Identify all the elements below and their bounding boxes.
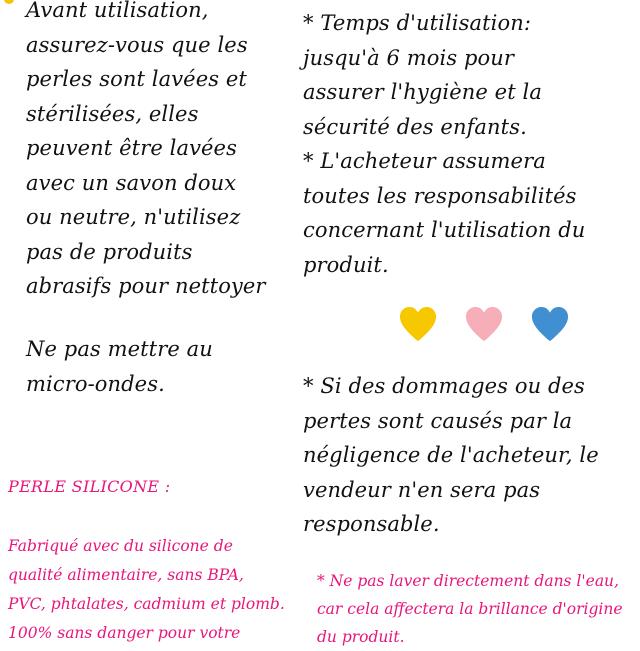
heart-shape [466, 307, 502, 341]
usage-paragraph [303, 6, 585, 282]
usage-line: produit. [303, 252, 389, 277]
intro-line: Avant utilisation, [26, 0, 209, 22]
silicone-paragraph [8, 532, 285, 648]
damage-line: négligence de l'acheteur, le [303, 443, 599, 467]
usage-line: concernant l'utilisation du [303, 218, 586, 242]
heart-shape [400, 307, 436, 341]
intro-line: stérilisées, elles [26, 101, 199, 126]
note-line: car cela affectera la brillance d'origine [317, 600, 623, 618]
silicone-line: 100% sans danger pour votre [8, 624, 241, 642]
intro-line: ou neutre, n'utilisez [26, 205, 241, 229]
heart-icon [399, 306, 437, 344]
hearts-row [399, 306, 579, 350]
washing-note [317, 567, 623, 651]
damage-paragraph [303, 369, 599, 542]
intro-line: abrasifs pour nettoyer [26, 274, 266, 298]
usage-line: toutes les responsabilités [303, 183, 577, 208]
heart-icon [465, 306, 503, 344]
intro-line: perles sont lavées et [26, 67, 247, 91]
silicone-line: Fabriqué avec du silicone de [8, 537, 233, 555]
heart-shape [532, 307, 568, 341]
note-line: du produit. [317, 628, 405, 646]
note-line: * Ne pas laver directement dans l'eau, [317, 572, 619, 590]
yellow-dot-icon [4, 0, 14, 4]
intro-line: assurez-vous que les [26, 32, 248, 57]
intro-line: pas de produits [26, 239, 193, 264]
usage-line: * Temps d'utilisation: [303, 11, 532, 35]
usage-line: sécurité des enfants. [303, 114, 527, 139]
microwave-line: micro-ondes. [26, 371, 165, 396]
microwave-paragraph [26, 332, 213, 401]
damage-line: responsable. [303, 512, 440, 536]
section-title: PERLE SILICONE : [8, 477, 171, 496]
usage-line: * L'acheteur assumera [303, 149, 546, 173]
damage-line: * Si des dommages ou des [303, 374, 585, 398]
damage-line: vendeur n'en sera pas [303, 477, 541, 502]
intro-line: peuvent être lavées [26, 136, 237, 160]
usage-line: jusqu'à 6 mois pour [303, 45, 515, 70]
microwave-line: Ne pas mettre au [26, 337, 213, 361]
intro-paragraph [26, 0, 266, 304]
usage-line: assurer l'hygiène et la [303, 80, 542, 104]
intro-line: avec un savon doux [26, 170, 237, 195]
silicone-line: qualité alimentaire, sans BPA, [8, 566, 244, 584]
heart-icon [531, 306, 569, 344]
damage-line: pertes sont causés par la [303, 408, 573, 433]
silicone-line: PVC, phtalates, cadmium et plomb. [8, 595, 285, 613]
